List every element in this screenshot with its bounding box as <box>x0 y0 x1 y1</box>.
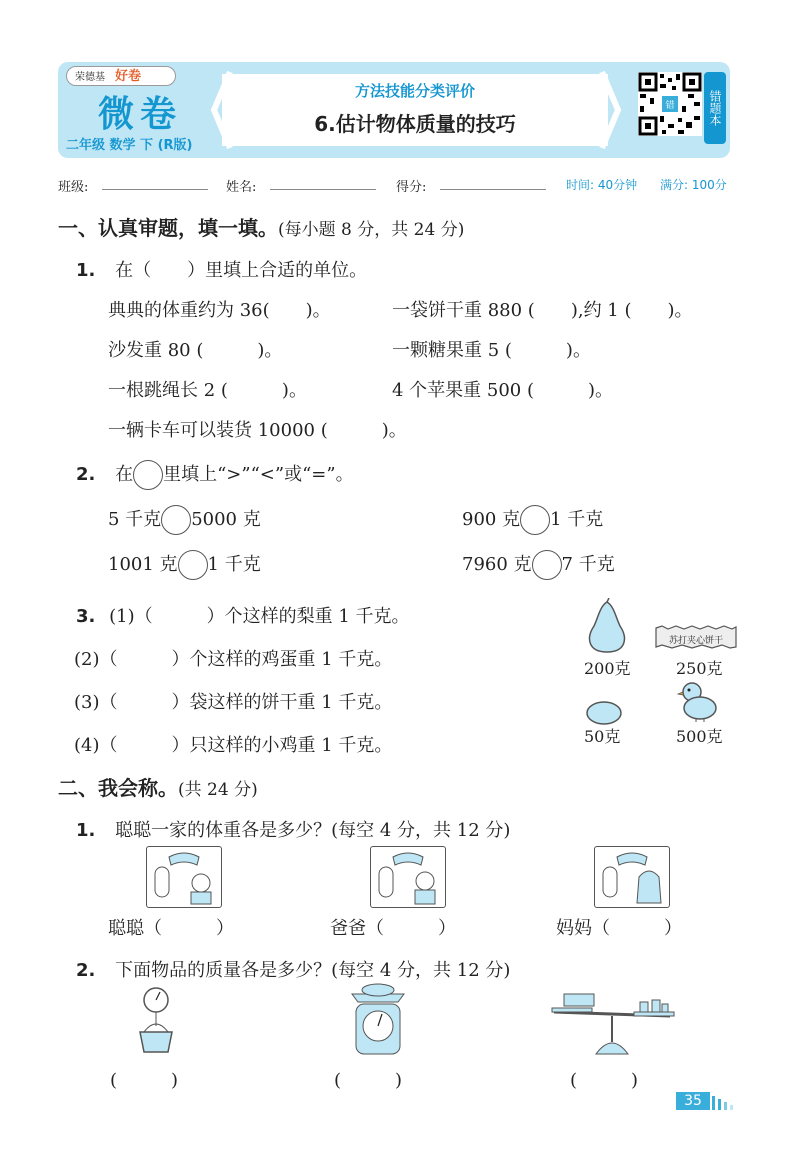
q3-line: (4)（ ）只这样的小鸡重 1 千克。 <box>74 735 393 756</box>
q3-line: (2)（ ）个这样的鸡蛋重 1 千克。 <box>74 649 393 670</box>
q1-line: 一颗糖果重 5 ( )。 <box>392 340 591 361</box>
egg-icon <box>584 700 624 726</box>
compare-circle[interactable] <box>520 505 550 535</box>
logo-hao: 好卷 <box>115 69 142 84</box>
balance-scale-icon <box>550 992 680 1058</box>
grade-label: 二年级 数学 下 (R版) <box>66 138 193 153</box>
compare-left: 5 千克 <box>108 509 162 530</box>
s2q1-text: 聪聪一家的体重各是多少？(每空 4 分，共 12 分) <box>115 820 511 841</box>
q3-line: (3)（ ）袋这样的饼干重 1 千克。 <box>74 692 393 713</box>
s2q1-number: 1. <box>76 820 96 841</box>
page-title: 6.估计物体质量的技巧 <box>314 112 516 136</box>
q3-stem <box>76 602 410 628</box>
biscuit-icon <box>654 624 738 650</box>
compare-item <box>462 550 615 580</box>
compare-left: 1001 克 <box>108 554 178 575</box>
bathroom-scale-icon <box>594 846 670 908</box>
item-blank[interactable]: ( ) <box>334 1070 403 1091</box>
s2q2-text: 下面物品的质量各是多少？(每空 4 分，共 12 分) <box>115 960 511 981</box>
section1-title: 一、认真审题，填一填。 <box>58 216 278 240</box>
s2q2-number: 2. <box>76 960 96 981</box>
compare-circle[interactable] <box>161 505 191 535</box>
q1-line: 一袋饼干重 880 ( ),约 1 ( )。 <box>392 300 693 321</box>
section2-title: 二、我会称。 <box>58 776 178 800</box>
page-number: 35 <box>676 1092 710 1110</box>
section1-note: (每小题 8 分，共 24 分) <box>278 220 465 240</box>
publisher-logo <box>66 66 176 86</box>
bathroom-scale-icon <box>370 846 446 908</box>
compare-circle <box>133 460 163 490</box>
person-blank: 爸爸（ ） <box>330 918 456 939</box>
chick-weight: 500克 <box>676 727 723 746</box>
spring-scale-icon <box>134 986 178 1058</box>
q1-number: 1. <box>76 260 96 281</box>
kitchen-scale-icon <box>346 982 410 1058</box>
section2-note: (共 24 分) <box>178 780 258 800</box>
compare-right: 1 千克 <box>550 509 604 530</box>
compare-item <box>108 550 261 580</box>
q2-text-a: 在 <box>115 464 134 485</box>
q2-number: 2. <box>76 464 96 485</box>
bathroom-scale-icon <box>146 846 222 908</box>
s2q2-stem <box>76 956 510 982</box>
egg-weight: 50克 <box>584 727 621 746</box>
q2-text-b: 里填上“>”“<”或“=”。 <box>163 464 354 485</box>
q3-number: 3. <box>76 606 96 627</box>
q1-line: 一根跳绳长 2 ( )。 <box>108 380 307 401</box>
person-blank: 妈妈（ ） <box>556 918 682 939</box>
compare-right: 1 千克 <box>207 554 261 575</box>
q3-line: (1)（ ）个这样的梨重 1 千克。 <box>109 606 410 627</box>
pear-weight: 200克 <box>584 659 631 678</box>
logo-text: 荣德基 <box>75 72 105 83</box>
page-bars-icon <box>712 1092 738 1110</box>
person-blank: 聪聪（ ） <box>108 918 234 939</box>
qr-center-text: 错 <box>665 101 675 111</box>
score-label: 得分: <box>396 180 427 195</box>
qr-code-icon[interactable] <box>638 72 702 136</box>
q1-line: 典典的体重约为 36( )。 <box>108 300 331 321</box>
compare-right: 5000 克 <box>191 509 261 530</box>
q1-line: 4 个苹果重 500 ( )。 <box>392 380 614 401</box>
time-limit: 时间: 40分钟 <box>566 178 638 192</box>
compare-item <box>108 505 261 535</box>
compare-item <box>462 505 603 535</box>
item-blank[interactable]: ( ) <box>570 1070 639 1091</box>
section1-heading <box>58 212 464 241</box>
q1-line: 一辆卡车可以装货 10000 ( )。 <box>108 420 407 441</box>
class-field[interactable] <box>102 175 208 190</box>
full-score: 满分: 100分 <box>660 178 727 192</box>
subtitle: 方法技能分类评价 <box>354 82 475 100</box>
q1-line: 沙发重 80 ( )。 <box>108 340 283 361</box>
section2-heading <box>58 772 258 801</box>
q1-text: 在（ ）里填上合适的单位。 <box>115 260 368 281</box>
score-field[interactable] <box>440 175 546 190</box>
biscuit-weight: 250克 <box>676 659 723 678</box>
item-blank[interactable]: ( ) <box>110 1070 179 1091</box>
brand-title: 微卷 <box>98 94 183 135</box>
biscuit-package-text: 苏打夹心饼干 <box>668 636 724 646</box>
compare-left: 7960 克 <box>462 554 532 575</box>
compare-right: 7 千克 <box>561 554 615 575</box>
s2q1-stem <box>76 816 510 842</box>
pear-icon <box>582 598 632 656</box>
class-label: 班级: <box>58 180 89 195</box>
error-book-tab[interactable]: 错题本 <box>704 72 726 144</box>
compare-left: 900 克 <box>462 509 521 530</box>
q1-stem <box>76 256 367 282</box>
q2-stem <box>76 460 354 490</box>
chick-icon <box>676 680 720 722</box>
compare-circle[interactable] <box>532 550 562 580</box>
compare-circle[interactable] <box>178 550 208 580</box>
name-field[interactable] <box>270 175 376 190</box>
name-label: 姓名: <box>226 180 257 195</box>
